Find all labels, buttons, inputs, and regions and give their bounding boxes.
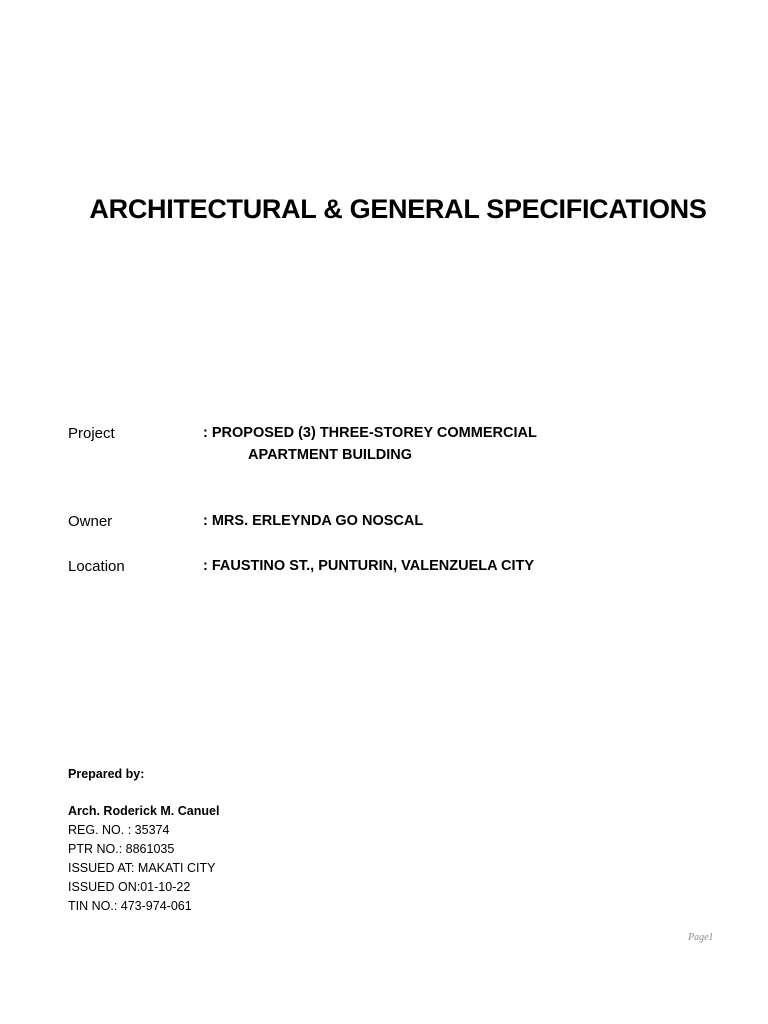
location-label: Location — [68, 558, 125, 575]
owner-label: Owner — [68, 513, 113, 530]
issued-at: ISSUED AT: MAKATI CITY — [68, 861, 216, 875]
location-value: : FAUSTINO ST., PUNTURIN, VALENZUELA CITY — [203, 558, 535, 574]
page-number: Page1 — [688, 932, 714, 943]
document-title: ARCHITECTURAL & GENERAL SPECIFICATIONS — [89, 194, 707, 224]
project-value-line2: APARTMENT BUILDING — [248, 447, 413, 463]
owner-value: : MRS. ERLEYNDA GO NOSCAL — [203, 513, 424, 529]
ptr-number: PTR NO.: 8861035 — [68, 842, 175, 856]
architect-name: Arch. Roderick M. Canuel — [68, 804, 220, 818]
reg-number: REG. NO. : 35374 — [68, 823, 170, 837]
prepared-by-heading: Prepared by: — [68, 767, 145, 781]
tin-number: TIN NO.: 473-974-061 — [68, 899, 192, 913]
issued-on: ISSUED ON:01-10-22 — [68, 880, 191, 894]
project-label: Project — [68, 425, 115, 442]
project-value-line1: : PROPOSED (3) THREE-STOREY COMMERCIAL — [203, 425, 537, 441]
